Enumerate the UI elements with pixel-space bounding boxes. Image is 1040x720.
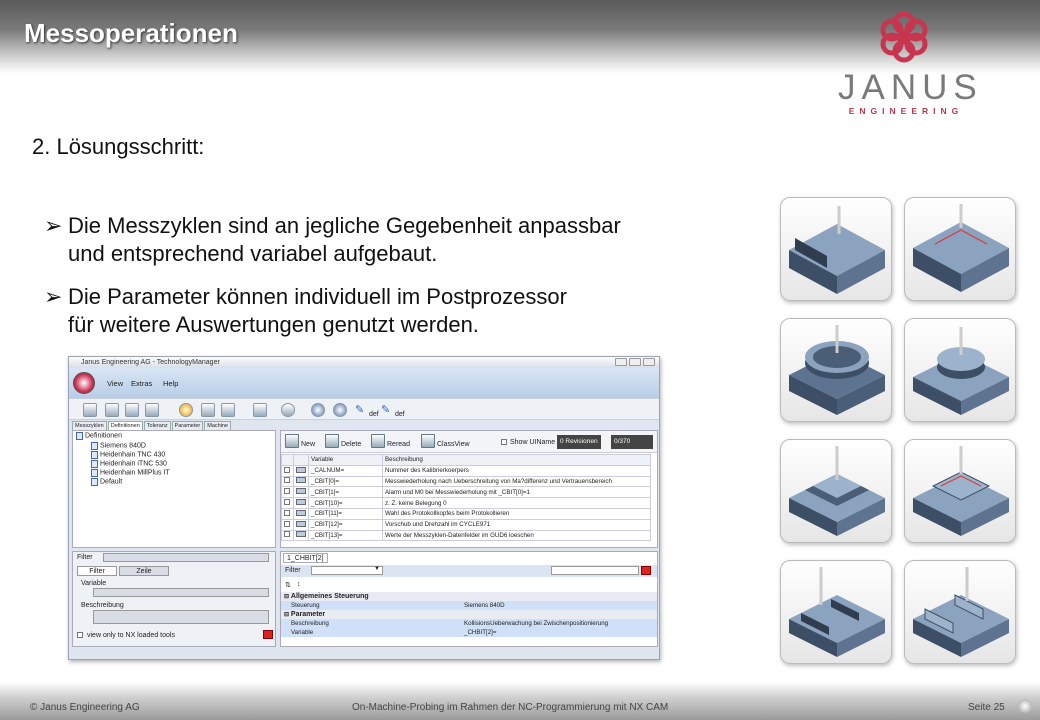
new-button[interactable]: New [285,434,315,448]
cell-variable[interactable]: _CBIT[1]= [309,487,383,498]
refresh-icon[interactable] [281,403,295,417]
bullet-1 [44,212,774,272]
chart-icon[interactable] [253,403,267,417]
tree-node[interactable]: Default [91,478,122,486]
cell-beschreibung[interactable]: Wahl des Protokollkopfes beim Protokollieren [383,508,651,519]
property-filter-dropdown[interactable] [311,566,383,575]
variables-toolbar [281,431,657,453]
cell-variable[interactable]: _CBIT[13]= [309,530,383,541]
row-checkbox[interactable] [282,498,294,509]
prop-value[interactable]: Siemens 840D [464,602,505,609]
cell-variable[interactable]: _CALNUM= [309,465,383,476]
slide-title: Messoperationen [24,18,238,48]
probe-thumb-6 [904,439,1016,543]
variables-panel [280,430,658,548]
tree-node[interactable]: Heidenhain MillPlus IT [91,469,170,477]
window-title-bar [69,357,659,368]
property-grid [281,592,657,637]
show-uiname-label: Show UIName [510,439,556,446]
prop-name[interactable]: Beschreibung [291,620,329,627]
def-label-2: def [395,411,405,418]
bullet-1-line1: Die Messzyklen sind an jegliche Gegebenheit anpassbar [68,213,621,238]
row-checkbox[interactable] [282,530,294,541]
delete-button[interactable]: Delete [325,434,361,448]
table-row[interactable] [282,530,651,541]
info-icon[interactable] [333,403,347,417]
row-icon [294,487,309,498]
tree-node[interactable]: Heidenhain TNC 430 [91,451,165,459]
beschreibung-input[interactable] [93,610,269,624]
footer-page-number: Seite 25 [968,702,1005,713]
tab-strip [72,421,232,430]
help-icon[interactable] [311,403,325,417]
row-icon [294,508,309,519]
menu-extras[interactable]: Extras [131,379,153,388]
footer-title: On-Machine-Probing im Rahmen der NC-Programmierung mit NX CAM [352,702,669,713]
table-row[interactable] [282,465,651,476]
tab-definitionen[interactable]: Definitionen [108,421,143,430]
arrow-icon: ➢ [44,284,63,309]
probe-thumb-7 [780,560,892,664]
logo-sub: ENGINEERING [848,106,964,116]
beschreibung-label: Beschreibung [81,602,124,609]
probe-thumb-5 [780,439,892,543]
col-variable[interactable]: Variable [309,455,383,466]
row-checkbox[interactable] [282,476,294,487]
folder-icon [76,432,83,440]
tree-node[interactable]: Siemens 840D [91,442,146,450]
revisions-display: 0 Revisionen [557,435,601,449]
property-search-input[interactable] [551,566,639,575]
cell-variable[interactable]: _CBIT[11]= [309,508,383,519]
file-icon [91,451,98,459]
pen-icon[interactable]: ✎ [381,404,391,416]
filter-label: Filter [77,554,93,561]
probe-thumb-4 [904,318,1016,422]
az-sort-icon[interactable]: ↕ [297,581,301,588]
row-icon [294,498,309,509]
cell-variable[interactable]: _CBIT[12]= [309,519,383,530]
new-icon[interactable] [83,403,97,417]
tree-node-root[interactable]: Definitionen [76,432,122,440]
property-tab[interactable]: 1_CHBIT[2] [283,553,328,563]
col-beschreibung[interactable]: Beschreibung [383,455,651,466]
def-label-1: def [369,411,379,418]
row-icon [294,465,309,476]
tab-toleranz[interactable]: Toleranz [144,421,171,430]
tree-node[interactable]: Heidenhain iTNC 530 [91,460,167,468]
tab-zeile[interactable]: Zeile [119,566,169,576]
table-row[interactable] [282,519,651,530]
app-logo-icon[interactable] [73,372,95,394]
table-row[interactable] [282,487,651,498]
row-count-display: 0/370 [611,435,653,449]
settings-icon[interactable] [179,403,193,417]
table-row[interactable] [282,476,651,487]
chevron-down-icon: ▼ [374,566,380,572]
row-checkbox[interactable] [282,519,294,530]
cell-beschreibung[interactable]: Vorschub und Drehzahl im CYCLE971 [383,519,651,530]
file-icon [91,469,98,477]
left-filter-panel [72,551,276,647]
probe-thumb-2 [904,197,1016,301]
row-icon [294,476,309,487]
cell-variable[interactable]: _CBIT[10]= [309,498,383,509]
prop-name[interactable]: Steuerung [291,602,320,609]
save-icon[interactable] [105,403,119,417]
sort-icon[interactable]: ⇅ [285,582,291,589]
row-checkbox[interactable] [282,487,294,498]
arrow-icon: ➢ [44,213,63,238]
variables-table [281,454,651,541]
menu-help[interactable]: Help [163,379,179,388]
clear-filter-icon[interactable] [263,630,273,639]
cell-beschreibung[interactable]: Nummer des Kalibrierkoerpers [383,465,651,476]
probe-thumb-1 [780,197,892,301]
copy-icon[interactable] [221,403,235,417]
definitions-tree [72,430,276,548]
upload-icon[interactable] [145,403,159,417]
pen-icon[interactable]: ✎ [355,404,365,416]
tab-parameter[interactable]: Parameter [172,421,204,430]
window-title: Janus Engineering AG - TechnologyManager [81,359,220,366]
janus-logo [838,6,983,120]
bullet-2-line2: für weitere Auswertungen genutzt werden. [68,312,479,337]
minimize-button[interactable] [615,358,627,366]
reread-button[interactable]: Reread [371,434,410,448]
file-icon [91,478,98,486]
menu-view[interactable]: View [107,379,124,388]
logo-name: JANUS [838,68,983,107]
bullet-2 [44,283,774,343]
cell-beschreibung[interactable]: z. Z. keine Belegung 0 [383,498,651,509]
tab-machine[interactable]: Machine [204,421,231,430]
prop-name[interactable]: Variable [291,629,314,636]
probe-thumb-3 [780,318,892,422]
nx-only-label: view only to NX loaded tools [87,632,175,639]
show-uiname-checkbox[interactable] [501,439,507,445]
close-button[interactable] [643,358,655,366]
table-row[interactable] [282,508,651,519]
step-heading: 2. Lösungsschritt: [32,134,205,159]
probe-thumb-8 [904,560,1016,664]
bullet-1-line2: und entsprechend variabel aufgebaut. [68,241,438,266]
cell-variable[interactable]: _CBIT[0]= [309,476,383,487]
bullet-2-line1: Die Parameter können individuell im Postprozessor [68,284,567,309]
prop-value[interactable]: KollisionsUeberwachung bei Zwischenpositionierung [464,620,609,627]
file-icon [91,460,98,468]
nx-only-checkbox[interactable] [77,632,83,638]
nav-icon[interactable] [1018,699,1032,713]
menu-bar [69,368,659,398]
table-row[interactable] [282,498,651,509]
cell-beschreibung[interactable]: Werte der Messzyklen-Datenfelder im GUD6 loeschen [383,530,651,541]
property-filter-label: Filter [285,567,301,574]
file-icon [91,442,98,450]
main-toolbar [69,398,659,420]
maximize-button[interactable] [629,358,641,366]
cell-beschreibung[interactable]: Alarm und M0 bei Messwiederholung mit _CBIT[0]=1 [383,487,651,498]
prop-value[interactable]: _CHBIT[2]= [464,629,497,636]
document-icon[interactable] [201,403,215,417]
footer-bar [0,682,1040,720]
cell-beschreibung[interactable]: Messwiederholung nach Ueberschreitung von Ma?differenz und Vertrauensbereich [383,476,651,487]
technology-manager-window [68,356,660,660]
row-checkbox[interactable] [282,508,294,519]
property-panel [280,551,658,647]
variable-input[interactable] [93,588,269,597]
section-allgemein[interactable]: ⊟ Allgemeines Steuerung [284,593,369,600]
row-icon [294,519,309,530]
clear-search-icon[interactable] [641,566,651,575]
row-checkbox[interactable] [282,465,294,476]
footer-copyright: © Janus Engineering AG [30,702,140,713]
tab-filter[interactable]: Filter [77,566,117,576]
variable-label: Variable [81,580,107,587]
section-parameter[interactable]: ⊟ Parameter [284,611,326,618]
flower-icon [838,6,974,68]
classview-button[interactable]: ClassView [421,434,470,448]
tab-messzyklen[interactable]: Messzyklen [72,421,107,430]
filter-input[interactable] [103,553,269,562]
download-icon[interactable] [125,403,139,417]
row-icon [294,530,309,541]
